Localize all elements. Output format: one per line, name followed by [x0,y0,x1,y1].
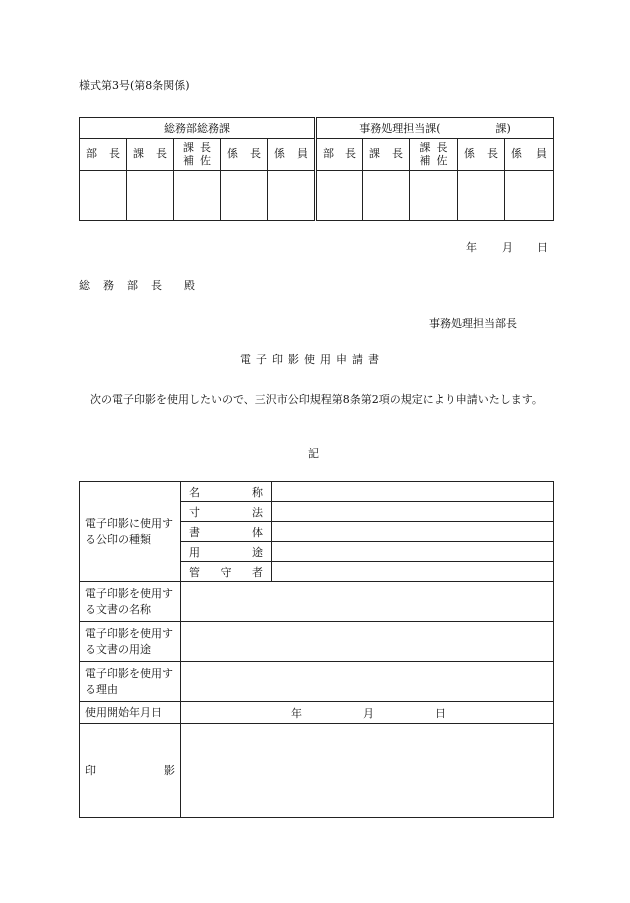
approval-stamp-cell[interactable] [174,171,221,221]
addressee: 総務部長 [79,279,175,292]
seal-type-label-cell [80,482,181,582]
sub-field-label-cell [181,482,272,502]
sub-field-value[interactable] [272,562,554,582]
approval-stamp-cell[interactable] [268,171,316,221]
approval-role-cell [316,139,363,171]
start-year-label: 年 [291,706,302,720]
sub-field-label: 名 称 [189,485,263,499]
approval-role: 係 長 [227,147,261,161]
approval-left-group: 総務部総務課 [80,118,316,139]
ki-marker: 記 [308,447,319,460]
doc-name-value[interactable] [181,582,554,622]
approval-role-cell [410,139,458,171]
approval-right-group: 事務処理担当課( 課) [316,118,554,139]
approval-stamp-cell[interactable] [410,171,458,221]
sub-field-label-cell [181,502,272,522]
approval-stamp-cell[interactable] [505,171,554,221]
doc-name-label-cell [80,582,181,622]
approval-role-cell [221,139,268,171]
sub-field-value[interactable] [272,482,554,502]
approval-role: 課 長 [133,147,167,161]
date-month: 月 [502,241,513,254]
date-day: 日 [537,241,548,254]
approval-role: 係 員 [274,147,309,161]
approval-role: 係 長 [464,147,499,161]
sub-field-label: 寸 法 [189,505,263,519]
form-number: 様式第3号(第8条関係) [79,79,190,92]
approval-role-cell [458,139,505,171]
approval-role: 係 員 [511,147,548,161]
approval-stamp-table [79,117,554,221]
approval-stamp-cell[interactable] [80,171,127,221]
start-month-label: 月 [363,706,374,720]
sub-field-label-cell [181,542,272,562]
details-table [79,481,554,818]
start-date-value[interactable] [181,702,554,724]
sub-field-value[interactable] [272,542,554,562]
approval-role-two-line: 課 長 補 佐 [183,140,211,167]
reason-value[interactable] [181,662,554,702]
seal-label: 印 影 [85,763,175,777]
approval-stamp-cell[interactable] [221,171,268,221]
reason-label: 電子印影を使用する理由 [85,667,173,696]
seal-label-cell [80,724,181,818]
body-text: 次の電子印影を使用したいので、三沢市公印規程第8条第2項の規定により申請いたします。 [90,393,543,406]
approval-role: 部 長 [323,147,357,161]
date-year: 年 [466,241,477,254]
approval-role-cell [80,139,127,171]
seal-impression-area[interactable] [181,724,554,818]
doc-title: 電子印影使用申請書 [240,353,384,366]
start-date-label: 使用開始年月日 [85,705,162,719]
start-day-label: 日 [435,706,446,720]
sub-field-label: 用 途 [189,545,263,559]
applicant: 事務処理担当部長 [429,317,517,330]
approval-stamp-cell[interactable] [458,171,505,221]
approval-role-two-line: 課 長 補 佐 [419,140,448,167]
doc-use-value[interactable] [181,622,554,662]
honorific: 殿 [184,279,195,292]
start-date-label-cell [80,702,181,724]
approval-stamp-cell[interactable] [127,171,174,221]
approval-role-cell [174,139,221,171]
approval-role-cell [363,139,410,171]
approval-role-cell [268,139,316,171]
approval-stamp-cell[interactable] [363,171,410,221]
approval-stamp-cell[interactable] [316,171,363,221]
reason-label-cell [80,662,181,702]
sub-field-value[interactable] [272,522,554,542]
approval-role: 課 長 [369,147,404,161]
doc-use-label-cell [80,622,181,662]
sub-field-label-cell [181,522,272,542]
approval-role-cell [505,139,554,171]
approval-role-cell [127,139,174,171]
sub-field-label: 書 体 [189,525,263,539]
approval-role: 部 長 [86,147,120,161]
sub-field-label: 管 守 者 [189,565,263,579]
sub-field-value[interactable] [272,502,554,522]
seal-type-label: 電子印影に使用する公印の種類 [85,517,173,546]
sub-field-label-cell [181,562,272,582]
doc-use-label: 電子印影を使用する文書の用途 [85,627,173,656]
doc-name-label: 電子印影を使用する文書の名称 [85,587,173,616]
